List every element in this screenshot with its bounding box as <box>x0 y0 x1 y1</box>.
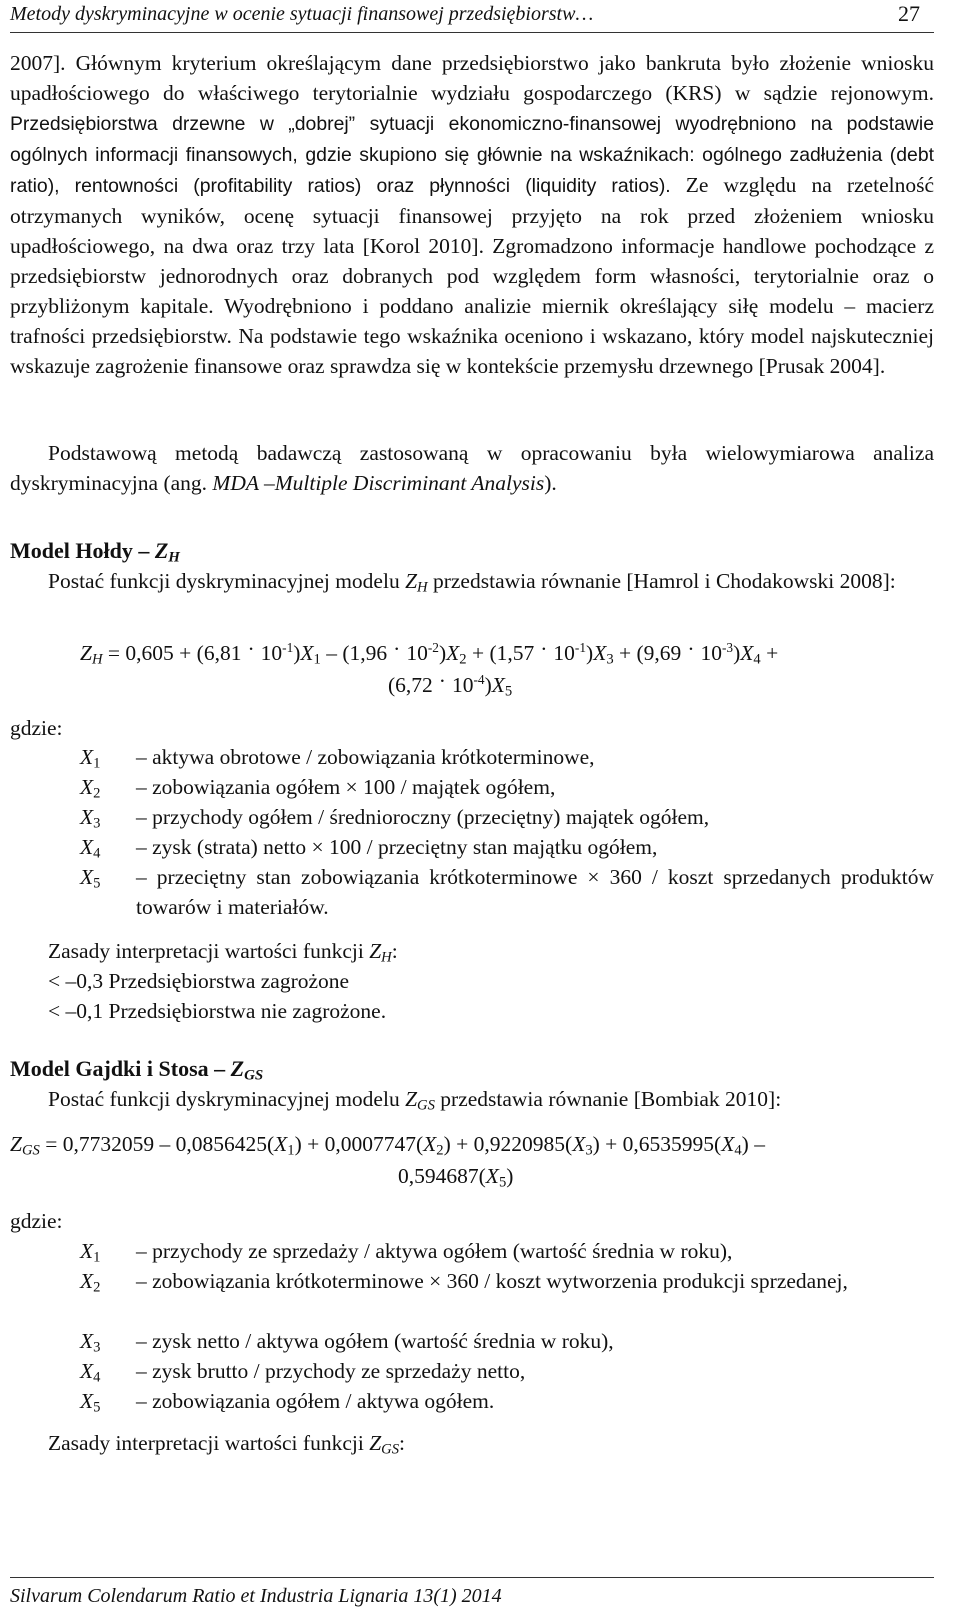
variable-symbol: $X_4$ <box>80 835 101 862</box>
paragraph-text-sans: Przedsiębiorstwa drzewne w „dobrej” sytuacji ekonomiczno-finansowej wyodrębniono na podstawie ogólnych informacji finansowych, gdzie skupiono się głównie na wskaźnikach: ogólnego zadłużenia (debt ratio), rentowności (profitability ratios) oraz płynności (liquidity ratios). <box>10 113 934 197</box>
gajdka-intro: Postać funkcji dyskryminacyjnej modelu $Z_{GS}$ przedstawia równanie [Bombiak 2010]: <box>48 1087 782 1114</box>
variable-symbol: $X_3$ <box>80 805 101 832</box>
variable-description: – zobowiązania krótkoterminowe × 360 / koszt wytworzenia produkcji sprzedanej, <box>136 1269 848 1293</box>
body-paragraph <box>10 48 934 381</box>
interpretation-rule: < –0,1 Przedsiębiorstwa nie zagrożone. <box>48 999 387 1023</box>
variable-description: – zysk netto / aktywa ogółem (wartość średnia w roku), <box>136 1329 614 1353</box>
variable-symbol: $X_2$ <box>80 775 101 802</box>
variable-symbol: $X_1$ <box>80 1239 101 1266</box>
variable-symbol: $X_1$ <box>80 745 101 772</box>
variable-symbol: $X_5$ <box>80 865 101 892</box>
variable-definition <box>80 1266 934 1296</box>
holda-intro: Postać funkcji dyskryminacyjnej modelu $Z_H$ przedstawia równanie [Hamrol i Chodakowski 2008]: <box>48 569 896 596</box>
variable-definition <box>80 1326 934 1356</box>
interpretation-title-holda: Zasady interpretacji wartości funkcji $Z_H$: <box>48 939 398 966</box>
variable-definition <box>80 1236 934 1266</box>
section-heading-gajdka: Model Gajdki i Stosa – $Z_{GS}$ <box>10 1056 264 1084</box>
variable-description: – zobowiązania ogółem / aktywa ogółem. <box>136 1389 495 1413</box>
body-paragraph <box>10 438 934 498</box>
variable-definition <box>80 772 934 802</box>
variable-definition <box>80 862 934 922</box>
equation-gajdka-line1: $Z_{GS} = 0,7732059 - 0,0856425(X_1) + 0,0007747(X_2) + 0,9220985(X_3) + 0,6535995(X_4)$ – <box>10 1132 765 1159</box>
page-number: 27 <box>898 1 920 26</box>
variable-symbol: $X_5$ <box>80 1389 101 1416</box>
document-page <box>10 0 934 1619</box>
running-title: Metody dyskryminacyjne w ocenie sytuacji finansowej przedsiębiorstw… <box>10 3 594 25</box>
variable-definition <box>80 1386 934 1416</box>
paragraph-text: ). <box>544 471 557 495</box>
variable-definition <box>80 832 934 862</box>
paragraph-text: Podstawową metodą badawczą zastosowaną w opracowaniu była wielowymiarowa analiza dyskryminacyjna (ang. <box>10 441 934 495</box>
section-heading-holda: Model Hołdy – $Z_H$ <box>10 538 180 566</box>
paragraph-text: 2007]. Głównym kryterium określającym dane przedsiębiorstwo jako bankruta było złożenie wniosku upadłościowego do właściwego terytorialnie wydziału gospodarczego (KRS) w sądzie rejonowym. <box>10 51 934 105</box>
equation-gajdka-line2: $0,594687(X_5)$ <box>398 1164 514 1191</box>
variable-description: – przychody ze sprzedaży / aktywa ogółem (wartość średnia w roku), <box>136 1239 733 1263</box>
variable-definition <box>80 802 934 832</box>
variable-description: – aktywa obrotowe / zobowiązania krótkoterminowe, <box>136 745 595 769</box>
variable-description: – zobowiązania ogółem × 100 / majątek ogółem, <box>136 775 556 799</box>
running-header <box>10 0 934 33</box>
variable-symbol: $X_4$ <box>80 1359 101 1386</box>
where-label: gdzie: <box>10 1209 63 1233</box>
equation-holda-line1: $Z_H = 0,605 + (6,81 \cdot 10^{-1})X_1 - (1,96 \cdot 10^{-2})X_2 + (1,57 \cdot 10^{-1})X_3 + (9,69 \cdot 10^{-3})X_4$ + <box>80 637 779 668</box>
variable-description: – przeciętny stan zobowiązania krótkoterminowe × 360 / koszt sprzedanych produktów towarów i materiałów. <box>136 865 934 919</box>
variable-symbol: $X_2$ <box>80 1269 101 1296</box>
interpretation-title-gajdka: Zasady interpretacji wartości funkcji $Z_{GS}$: <box>48 1431 405 1458</box>
variable-description: – przychody ogółem / średnioroczny (przeciętny) majątek ogółem, <box>136 805 710 829</box>
journal-footer: Silvarum Colendarum Ratio et Industria Lignaria 13(1) 2014 <box>10 1577 934 1610</box>
variable-definition <box>80 742 934 772</box>
variable-description: – zysk (strata) netto × 100 / przeciętny stan majątku ogółem, <box>136 835 658 859</box>
variable-symbol: $X_3$ <box>80 1329 101 1356</box>
paragraph-text: Ze względu na rzetelność otrzymanych wyników, ocenę sytuacji finansowej przyjęto na rok przed złożeniem wniosku upadłościowego, na dwa oraz trzy lata [Korol 2010]. Zgromadzono informacje handlowe pochodzące z przedsiębiorstw jednorodnych oraz dobranych pod względem form własności, terytorialnie oraz o przybliżonym kapitale. Wyodrębniono i poddano analizie miernik określający siłę modelu – macierz trafności przedsiębiorstw. Na podstawie tego wskaźnika oceniono i wskazano, który model najskuteczniej wskazuje zagrożenie finansowe oraz sprawdza się w kontekście przemysłu drzewnego [Prusak 2004]. <box>10 173 935 378</box>
interpretation-rule: < –0,3 Przedsiębiorstwa zagrożone <box>48 969 350 993</box>
variable-description: – zysk brutto / przychody ze sprzedaży netto, <box>136 1359 526 1383</box>
method-name: MDA –Multiple Discriminant Analysis <box>212 471 545 495</box>
where-label: gdzie: <box>10 716 63 740</box>
equation-holda-line2: $(6,72 \cdot 10^{-4})X_5$ <box>388 669 513 700</box>
variable-definition <box>80 1356 934 1386</box>
